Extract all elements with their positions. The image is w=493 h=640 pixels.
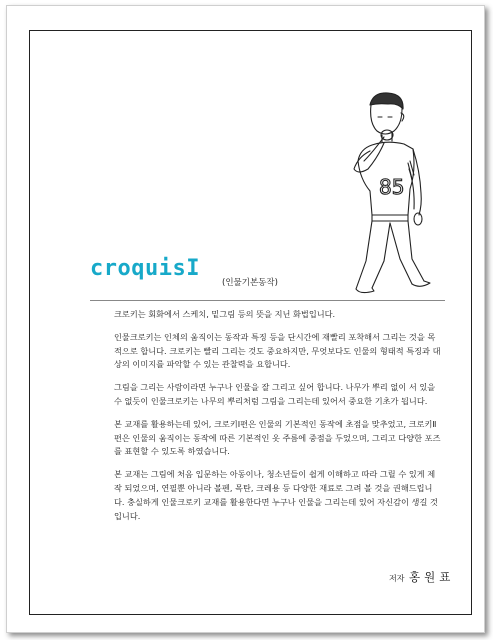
- paragraph: 본 교재는 그림에 처음 입문하는 아동이나, 청소년들이 쉽게 이해하고 따라 그릴 수 있게 제작 되었으며, 연필뿐 아니라 볼펜, 목탄, 크레용 등 다양한 재료로 그려 볼 것을 권해드립니다. 충실하게 인물크로키 교재를 활용한다면 누구나 인물을 그리는데 있어 자신감이 생길 것입니다.: [114, 469, 438, 521]
- boy-figure-illustration: [330, 91, 440, 296]
- paragraph: 크로키는 회화에서 스케치, 밑그림 등의 뜻을 지닌 화법입니다.: [114, 309, 336, 319]
- croquis-title: [90, 256, 200, 281]
- title-subtitle: (인물기본동작): [222, 278, 278, 288]
- volume-numeral: I: [186, 256, 200, 281]
- author-signature: [389, 569, 454, 585]
- paragraph: 인물크로키는 인체의 움직이는 동작과 특징 등을 단시간에 재빨리 포착해서 그리는 것을 목적으로 합니다. 크로키는 빨리 그리는 것도 중요하지만, 무엇보다도 인물의 형태적 특징과 대상의 이미지를 파악할 수 있는 관찰력을 요합니다.: [114, 331, 441, 370]
- jersey-number: 85: [379, 175, 405, 199]
- author-label: 저자: [389, 574, 405, 583]
- body-text: [114, 308, 441, 532]
- croquis-word: croquis: [90, 256, 187, 281]
- author-name: 홍원표: [409, 570, 455, 584]
- document-frame: [6, 5, 485, 633]
- paragraph: 본 교재를 활용하는데 있어, 크로키Ⅰ편은 인물의 기본적인 동작에 초점을 맞추었고, 크로키Ⅱ편은 인물의 움직이는 동작에 따른 기본적인 옷 주름에 중점을 두었으며, 그리고 다양한 포즈를 표현할 수 있도록 하였습니다.: [114, 418, 441, 457]
- title-divider: [90, 300, 445, 301]
- paragraph: 그림을 그리는 사람이라면 누구나 인물을 잘 그리고 싶어 합니다. 나무가 뿌리 없이 서 있을 수 없듯이 인물크로키는 나무의 뿌리처럼 그림을 그리는데 있어서 중요한 기초가 됩니다.: [114, 382, 436, 406]
- document-page: [29, 30, 472, 615]
